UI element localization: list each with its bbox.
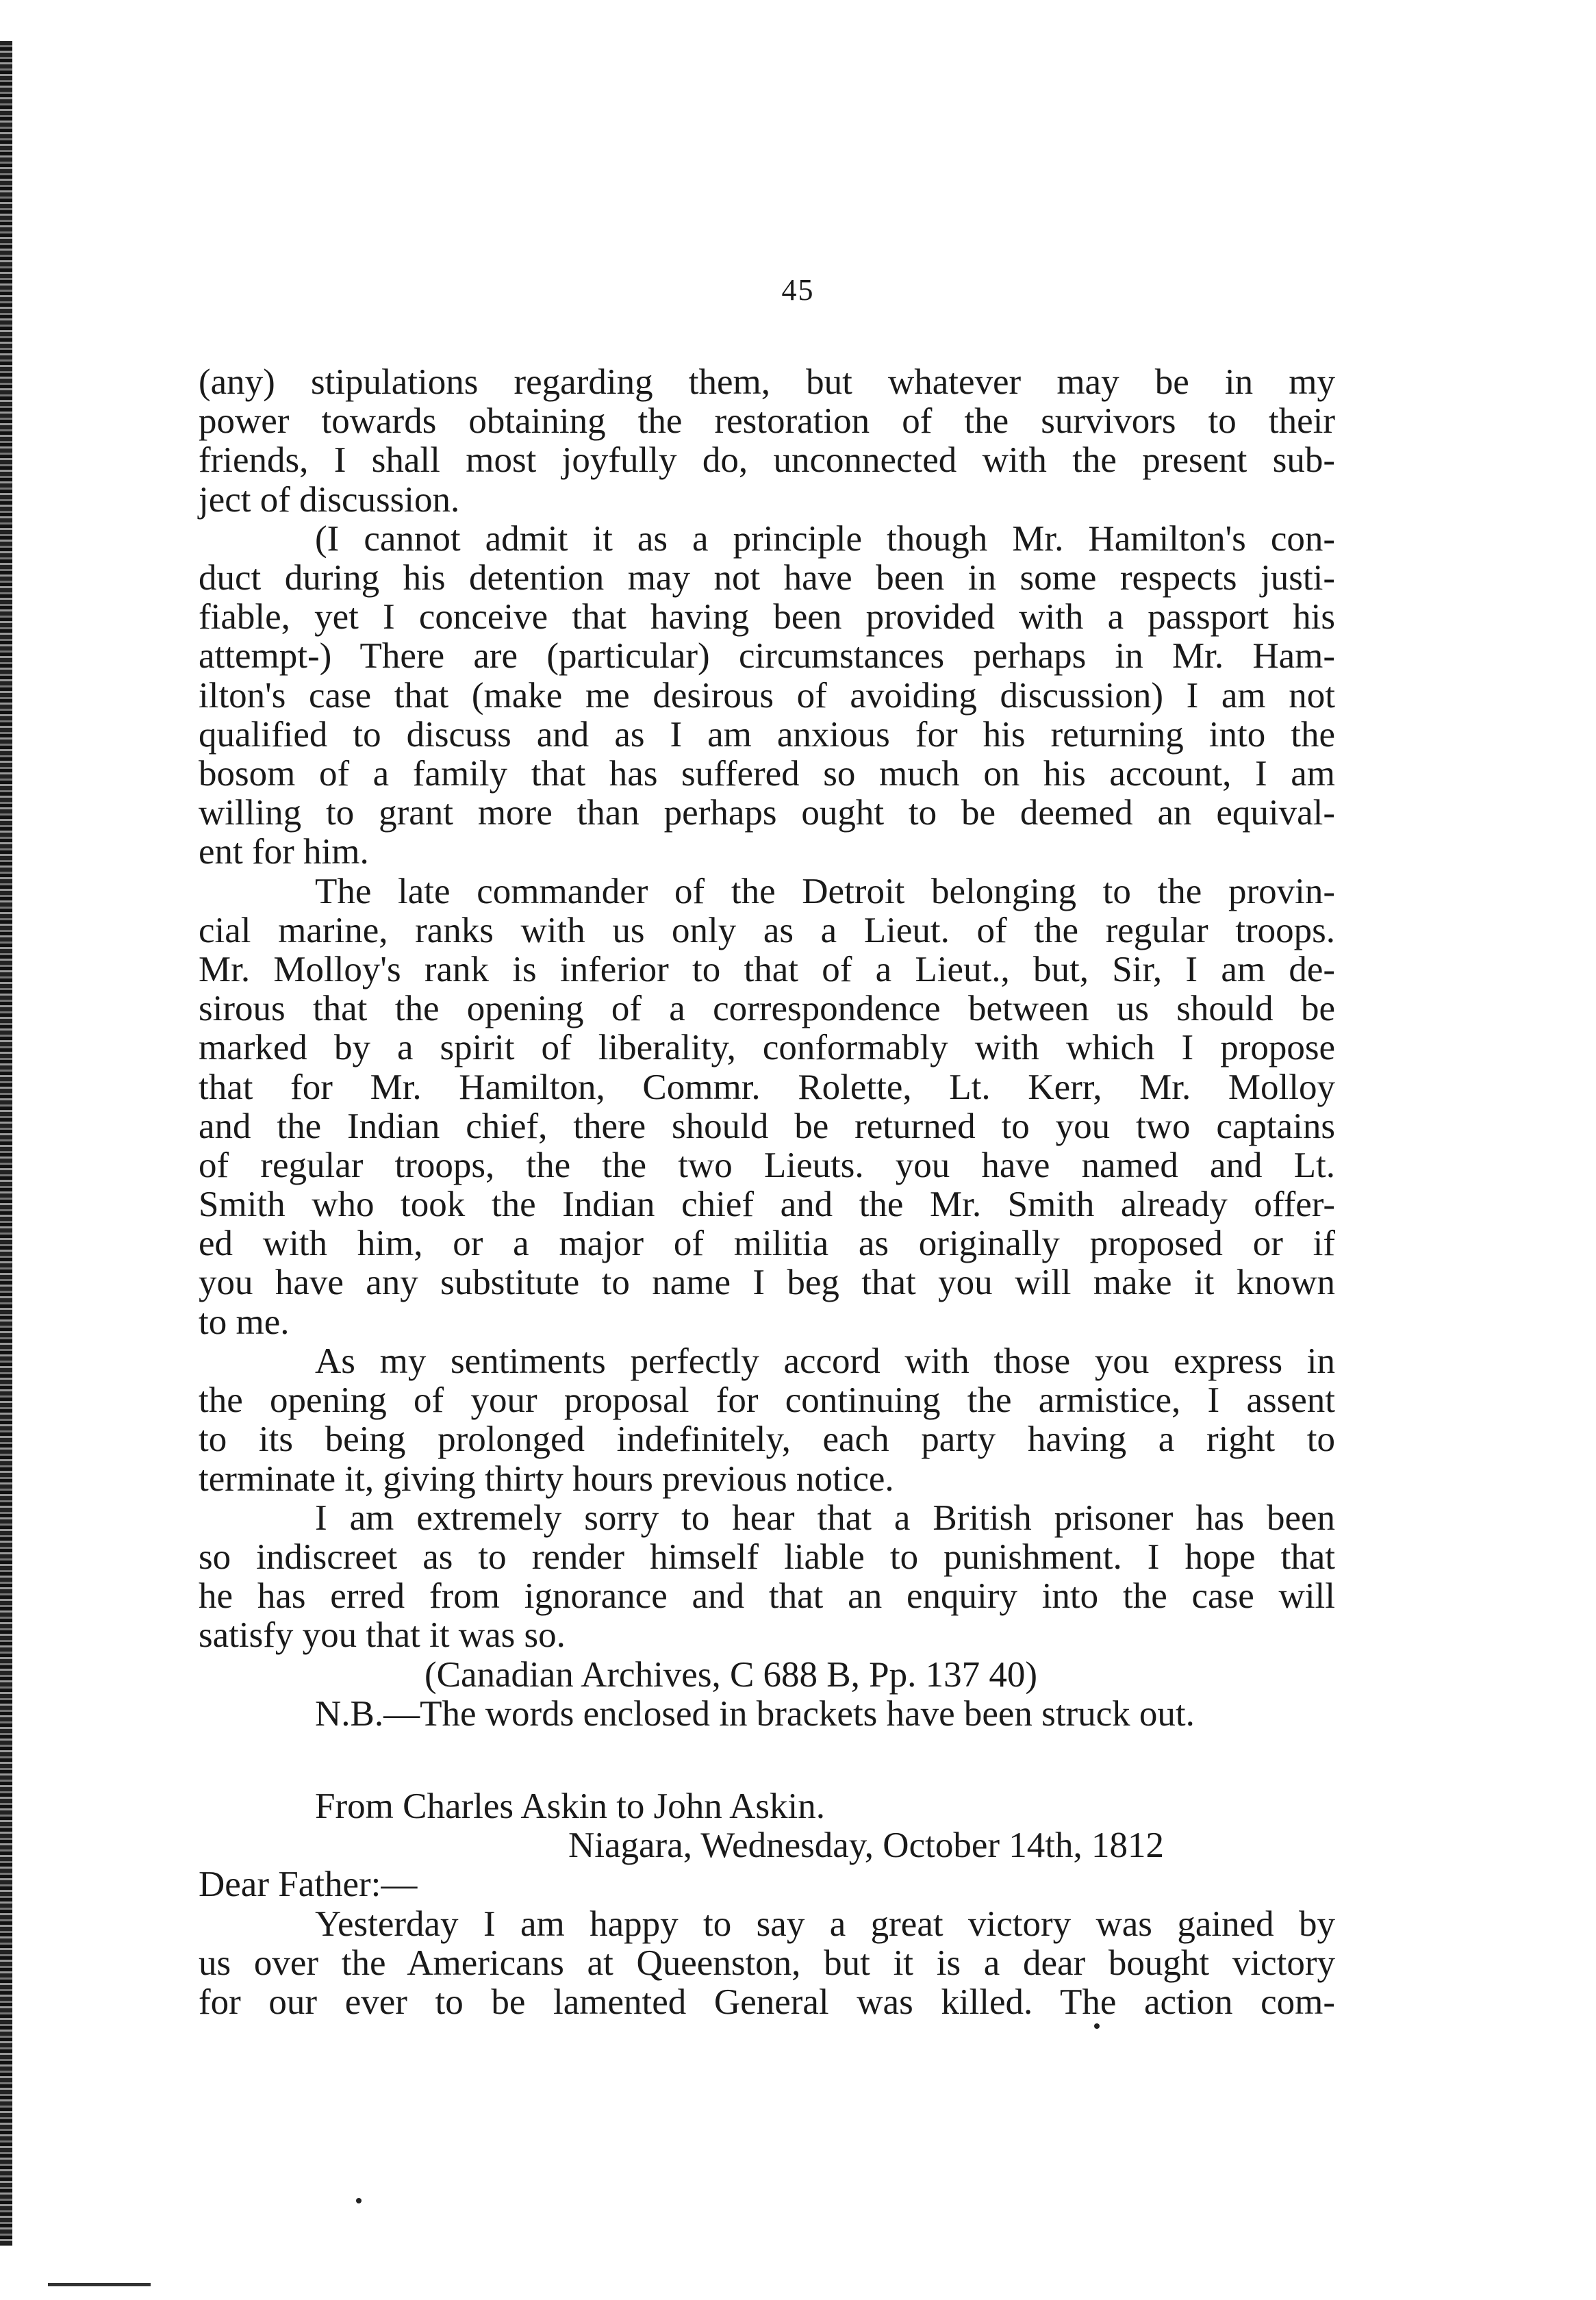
letter-heading: From Charles Askin to John Askin. (315, 1786, 826, 1826)
text-line: Smith who took the Indian chief and the Mr. Smith already offer- (199, 1185, 1335, 1225)
paragraph-continuation (199, 363, 1335, 520)
archive-citation: (Canadian Archives, C 688 B, Pp. 137 40) (425, 1654, 1038, 1695)
letter-salutation: Dear Father:— (199, 1865, 418, 1905)
text-line: (any) stipulations regarding them, but whatever may be in my (199, 362, 1335, 402)
text-line: so indiscreet as to render himself liable to punishment. I hope that (199, 1537, 1335, 1577)
text-line: of regular troops, the the two Lieuts. you have named and Lt. (199, 1145, 1335, 1185)
text-line: friends, I shall most joyfully do, unconnected with the present sub- (199, 440, 1335, 481)
citation-block (199, 1656, 1335, 1734)
text-line: qualified to discuss and as I am anxious for his returning into the (199, 714, 1335, 755)
text-line: that for Mr. Hamilton, Commr. Rolette, Lt. Kerr, Mr. Molloy (199, 1067, 1335, 1107)
text-line: ent for him. (199, 832, 369, 872)
text-line: Yesterday I am happy to say a great victory was gained by (315, 1904, 1335, 1944)
text-line: for our ever to be lamented General was killed. The action com- (199, 1982, 1335, 2022)
text-line: to its being prolonged indefinitely, each party having a right to (199, 1419, 1335, 1460)
text-line: he has erred from ignorance and that an enquiry into the case will (199, 1576, 1335, 1617)
paragraph-british-prisoner (199, 1499, 1335, 1656)
scan-speck (1094, 2023, 1100, 2029)
text-line: duct during his detention may not have been in some respects justi- (199, 557, 1335, 598)
page-edge-scan (0, 41, 12, 2246)
text-line: us over the Americans at Queenston, but it is a dear bought victory (199, 1943, 1335, 1983)
text-line: As my sentiments perfectly accord with those you express in (315, 1341, 1335, 1381)
text-line: (I cannot admit it as a principle though Mr. Hamilton's con- (315, 518, 1335, 559)
text-line: and the Indian chief, there should be returned to you two captains (199, 1106, 1335, 1146)
text-line: power towards obtaining the restoration of the survivors to their (199, 401, 1335, 442)
text-line: ed with him, or a major of militia as originally proposed or if (199, 1224, 1335, 1264)
page-number: 45 (781, 273, 815, 307)
text-line: Mr. Molloy's rank is inferior to that of a Lieut., but, Sir, I am de- (199, 949, 1335, 989)
letter-dateline: Niagara, Wednesday, October 14th, 1812 (568, 1825, 1164, 1866)
text-line: ilton's case that (make me desirous of avoiding discussion) I am not (199, 675, 1335, 716)
text-line: the opening of your proposal for continuing the armistice, I assent (199, 1380, 1335, 1421)
editorial-note: N.B.—The words enclosed in brackets have been struck out. (315, 1693, 1195, 1734)
text-line: bosom of a family that has suffered so much on his account, I am (199, 753, 1335, 794)
text-line: to me. (199, 1302, 290, 1342)
letter (199, 1787, 1335, 2022)
paragraph-struck-out-passage (199, 520, 1335, 872)
text-line: sirous that the opening of a correspondence between us should be (199, 989, 1335, 1029)
text-line: you have any substitute to name I beg that you will make it known (199, 1263, 1335, 1303)
text-line: marked by a spirit of liberality, conformably with which I propose (199, 1028, 1335, 1068)
text-line: attempt-) There are (particular) circumstances perhaps in Mr. Ham- (199, 636, 1335, 677)
text-line: cial marine, ranks with us only as a Lieut. of the regular troops. (199, 910, 1335, 950)
text-line: ject of discussion. (199, 479, 460, 520)
text-line: fiable, yet I conceive that having been provided with a passport his (199, 597, 1335, 637)
text-line: I am extremely sorry to hear that a British prisoner has been (315, 1497, 1335, 1538)
page-edge-foot (48, 2283, 151, 2286)
scan-speck (356, 2198, 362, 2203)
text-line: terminate it, giving thirty hours previous notice. (199, 1458, 894, 1499)
text-line: willing to grant more than perhaps ought to be deemed an equival- (199, 793, 1335, 833)
paragraph-armistice (199, 1342, 1335, 1499)
text-line: The late commander of the Detroit belonging to the provin- (315, 871, 1335, 911)
paragraph-prisoner-exchange (199, 872, 1335, 1342)
text-line: satisfy you that it was so. (199, 1615, 566, 1656)
